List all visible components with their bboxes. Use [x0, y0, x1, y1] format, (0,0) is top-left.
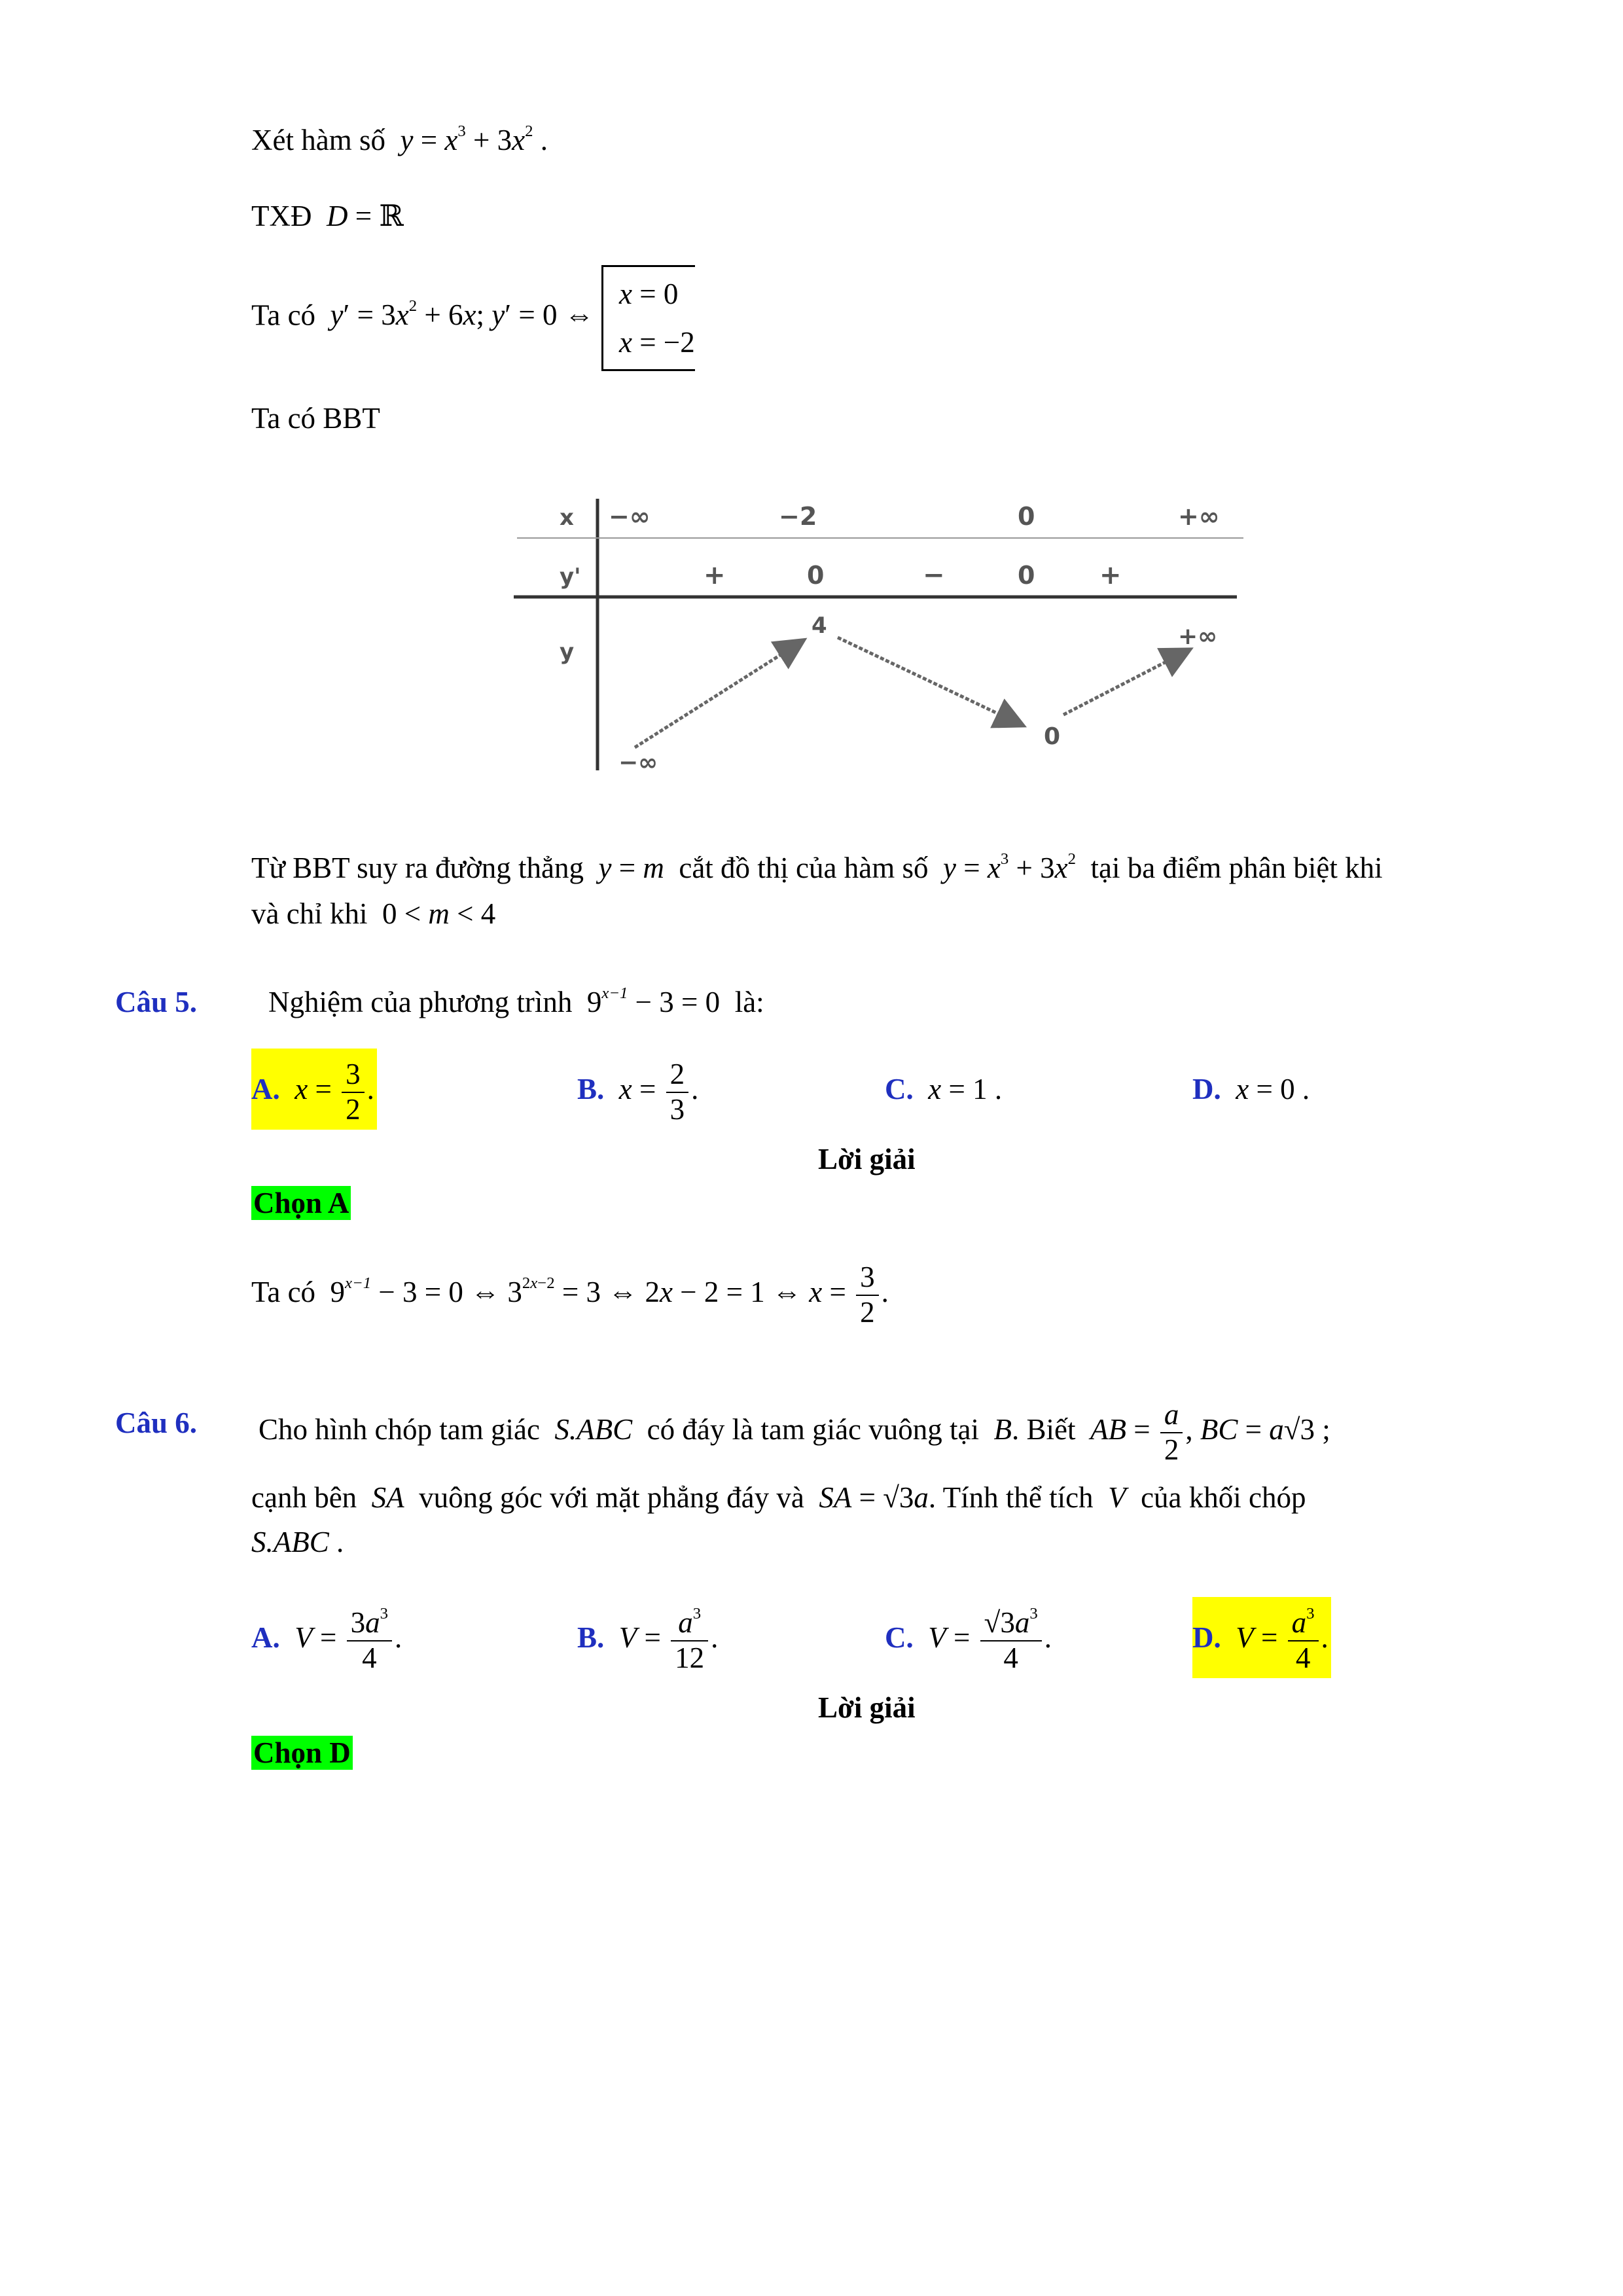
math-edge: SA: [364, 1481, 412, 1514]
bbt-y-value: +∞: [1178, 623, 1218, 650]
math-domain: D = ℝ: [326, 200, 404, 232]
bbt-arrow-down: [838, 637, 1021, 725]
option-letter: C.: [885, 1073, 914, 1105]
question-text: Nghiệm của phương trình: [268, 986, 573, 1018]
fraction: $\frac{a^3}{12}$: [671, 1606, 708, 1676]
math-bc: , BC = a√3 ;: [1185, 1413, 1330, 1446]
bbt-arrow-up: [635, 641, 802, 747]
txd-label: TXĐ: [251, 200, 312, 232]
option-math: x: [287, 1073, 308, 1105]
bbt-x-value: 0: [1018, 502, 1035, 531]
math-solution: $9^{x-1} - 3 = 0$ ⇔ $3^{2x-2} = 3$ ⇔ 2x − 2 = 1 ⇔ x =: [323, 1274, 854, 1308]
math-function: $y = x^3 + 3x^2$: [942, 850, 1076, 884]
fraction: $\frac{3a^3}{4}$: [347, 1606, 392, 1676]
intro-text: Xét hàm số: [251, 124, 385, 156]
q5-solution-title: Lời giải: [818, 1143, 916, 1175]
bbt-sign: 0: [807, 561, 825, 590]
bbt-sign: 0: [1018, 561, 1035, 590]
question-6-line-1: [259, 1389, 1330, 1470]
bbt-arrow-up: [1063, 651, 1188, 715]
bbt-y-value: 4: [812, 613, 827, 639]
intro-line-1: [251, 123, 548, 157]
bbt-y-value: 0: [1044, 723, 1061, 750]
fraction: $\frac{3}{2}$: [342, 1058, 365, 1127]
option-letter: B.: [577, 1621, 605, 1654]
math-volume: V: [1100, 1481, 1133, 1514]
bbt-sign: +: [1099, 560, 1122, 590]
option-math: V: [1228, 1621, 1254, 1654]
question-text: cạnh bên: [251, 1481, 357, 1514]
bbt-x-value: −2: [779, 502, 817, 531]
question-6-line-3: S.ABC .: [251, 1526, 344, 1558]
bbt-x-value: −∞: [609, 502, 651, 531]
bbt-label-y: y: [560, 639, 575, 665]
question-6-label: Câu 6.: [115, 1407, 198, 1439]
math-solution-bracket: x = 0 x = −2: [601, 265, 695, 371]
math-point: B: [986, 1413, 1012, 1446]
bbt-sign: +: [704, 560, 726, 590]
intro-text: cắt đồ thị của hàm số: [679, 852, 929, 884]
option-letter: A.: [251, 1073, 280, 1105]
math-ab: AB =: [1090, 1413, 1158, 1446]
q6-option-b[interactable]: B. V = $\frac{a^3}{12}$ .: [577, 1604, 719, 1674]
bbt-title: Ta có BBT: [251, 402, 380, 435]
option-letter: C.: [885, 1621, 914, 1654]
fraction: $\frac{√3a^3}{4}$: [980, 1606, 1042, 1676]
option-math: V: [611, 1621, 637, 1654]
question-text: . Tính thể tích: [928, 1481, 1094, 1514]
option-letter: B.: [577, 1073, 605, 1105]
math-pyramid: S.ABC: [251, 1526, 329, 1558]
conclusion-line-2: [251, 897, 495, 931]
q5-option-b[interactable]: B. x = $\frac{2}{3}$ .: [577, 1057, 699, 1126]
intro-text: tại ba điểm phân biệt khi: [1090, 852, 1383, 884]
bbt-sign: −: [923, 560, 945, 590]
option-letter: D.: [1192, 1073, 1221, 1105]
q6-choice: Chọn D: [251, 1736, 353, 1770]
question-6-line-2: [251, 1480, 1306, 1515]
option-math: x: [611, 1073, 632, 1105]
fraction: $\frac{3}{2}$: [856, 1261, 879, 1330]
option-letter: D.: [1192, 1621, 1221, 1654]
question-5-label: Câu 5.: [115, 986, 198, 1018]
question-text: vuông góc với mặt phẳng đáy và: [419, 1481, 804, 1514]
math-sa: SA = √3a: [819, 1481, 929, 1514]
question-5-text: [268, 985, 764, 1019]
bbt-x-value: +∞: [1178, 502, 1220, 531]
question-text: Cho hình chóp tam giác: [259, 1413, 540, 1446]
question-text: là:: [734, 986, 764, 1018]
q6-solution-title: Lời giải: [818, 1691, 916, 1724]
q5-option-c[interactable]: [885, 1049, 1002, 1130]
intro-text: và chỉ khi: [251, 897, 368, 930]
option-letter: A.: [251, 1621, 280, 1654]
intro-text: Ta có: [251, 298, 316, 332]
derivative-line: [251, 265, 695, 371]
math-line: y = m: [598, 852, 664, 884]
q5-option-a[interactable]: A. x = $\frac{3}{2}$ .: [251, 1049, 377, 1130]
q5-solution: Ta có $9^{x-1} - 3 = 0$ ⇔ $3^{2x-2} = 3$ ⇔ 2x − 2 = 1 ⇔ x = $\frac{3}{2}$ .: [251, 1260, 889, 1329]
variation-table: [504, 492, 1250, 779]
math-pyramid: S.ABC: [547, 1413, 640, 1446]
q6-option-a[interactable]: A. V = $\frac{3a^3}{4}$ .: [251, 1604, 402, 1674]
bbt-label-yprime: y': [560, 564, 581, 590]
math-inequality: 0 < m < 4: [374, 897, 496, 930]
math-equation: $9^{x-1} - 3 = 0$: [579, 984, 728, 1018]
q6-option-c[interactable]: C. V = $\frac{√3a^3}{4}$ .: [885, 1604, 1052, 1674]
bbt-y-value: −∞: [618, 749, 658, 776]
math-derivative: $y' = 3x^2 + 6x$; y′ = 0 ⇔: [330, 297, 601, 332]
option-math: V: [287, 1621, 313, 1654]
math-function: $y = x^3 + 3x^2$ .: [400, 122, 548, 156]
fraction: $\frac{a^3}{4}$: [1288, 1606, 1319, 1676]
txd-line: [251, 198, 404, 233]
question-text: có đáy là tam giác vuông tại: [647, 1413, 979, 1446]
q6-option-d[interactable]: D. V = $\frac{a^3}{4}$ .: [1192, 1597, 1331, 1678]
option-math: x = 0 .: [1236, 1073, 1310, 1105]
q5-option-d[interactable]: [1192, 1049, 1310, 1130]
q5-choice: Chọn A: [251, 1186, 351, 1220]
intro-text: Từ BBT suy ra đường thẳng: [251, 852, 584, 884]
option-math: V: [921, 1621, 946, 1654]
question-text: của khối chóp: [1141, 1481, 1306, 1514]
fraction: $\frac{a}{2}$: [1160, 1398, 1183, 1467]
bbt-label-x: x: [560, 505, 574, 531]
solution-text: Ta có: [251, 1276, 316, 1308]
fraction: $\frac{2}{3}$: [666, 1058, 689, 1127]
conclusion-line-1: [251, 851, 1383, 885]
option-math: x = 1 .: [928, 1073, 1003, 1105]
question-text: . Biết: [1012, 1413, 1076, 1446]
